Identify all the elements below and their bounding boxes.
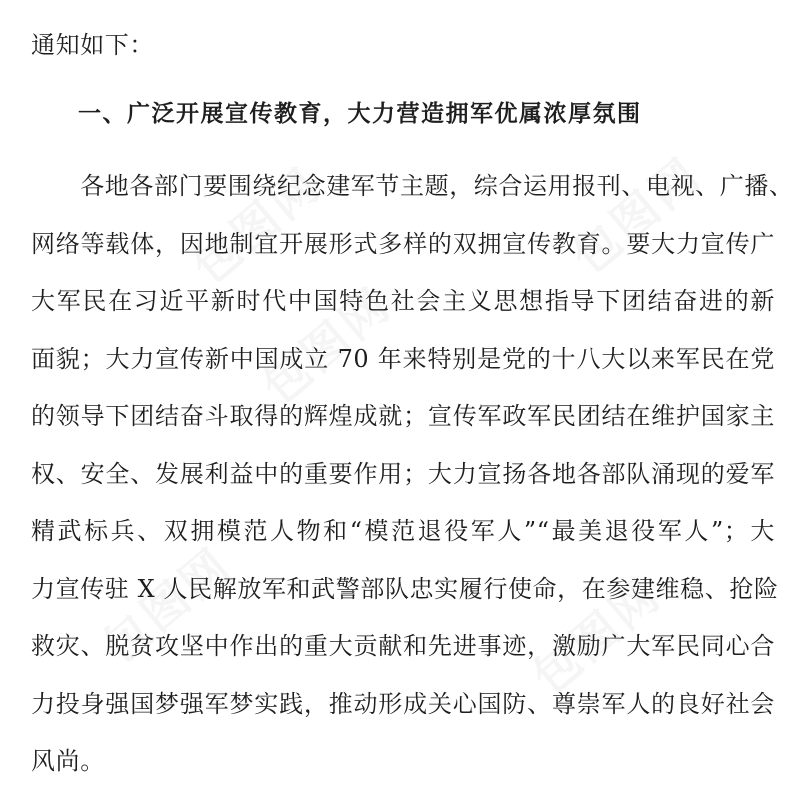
paragraph-line: 面貌；大力宣传新中国成立 70 年来特别是党的十八大以来军民在党 [31,345,775,373]
paragraph-line: 力投身强国梦强军梦实践，推动形成关心国防、尊崇军人的良好社会 [31,690,775,718]
section-heading: 一、广泛开展宣传教育，大力营造拥军优属浓厚氛围 [78,101,642,127]
watermark: 包图网 [92,536,242,675]
watermark: 包图网 [182,156,332,295]
paragraph-line: 风尚。 [31,747,105,775]
paragraph-line: 各地各部门要围绕纪念建军节主题，综合运用报刊、电视、广播、 [31,172,794,200]
paragraph-line: 大军民在习近平新时代中国特色社会主义思想指导下团结奋进的新 [31,287,775,315]
watermark: 包图网 [252,276,402,415]
paragraph-line: 力宣传驻 X 人民解放军和武警部队忠实履行使命，在参建维稳、抢险 [31,575,779,603]
paragraph-line: 权、安全、发展利益中的重要作用；大力宣扬各地各部队涌现的爱军 [31,460,775,488]
watermark: 包图网 [562,146,712,285]
intro-line: 通知如下： [31,31,154,59]
paragraph-line: 救灾、脱贫攻坚中作出的重大贡献和先进事迹，激励广大军民同心合 [31,632,775,660]
paragraph-line: 的领导下团结奋斗取得的辉煌成就；宣传军政军民团结在维护国家主 [31,402,775,430]
paragraph-line: 精武标兵、双拥模范人物和“模范退役军人”“最美退役军人”；大 [31,517,775,545]
watermark: 包图网 [522,566,672,705]
paragraph-line: 网络等载体，因地制宜开展形式多样的双拥宣传教育。要大力宣传广 [31,230,775,258]
